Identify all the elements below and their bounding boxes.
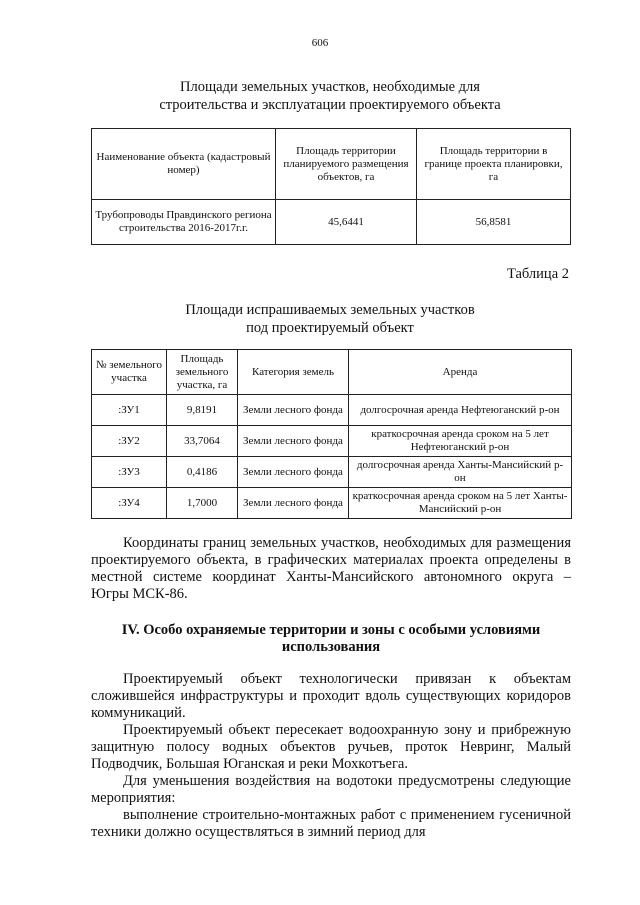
table2-cell-category: Земли лесного фонда [238,426,349,457]
table2-cell-area: 1,7000 [167,488,238,519]
table2-cell-lease: долгосрочная аренда Нефтеюганский р-он [349,395,572,426]
coordinates-paragraph: Координаты границ земельных участков, необходимых для размещения проектируемого объекта, в графических материалах проекта определены в местной системе координат Ханты-Мансийского автономного округа – Югры МСК-86. [91,535,571,602]
table-row [92,488,572,519]
table2-header-category: Категория земель [238,350,349,395]
table2-cell-lease: краткосрочная аренда сроком на 5 лет Ханты-Мансийский р-он [349,488,572,519]
table2-cell-category: Земли лесного фонда [238,488,349,519]
table2-cell-area: 0,4186 [167,457,238,488]
body-paragraph: Проектируемый объект технологически привязан к объектам сложившейся инфраструктуры и проходит вдоль существующих коридоров коммуникаций. [91,671,571,721]
table-row [92,395,572,426]
table1-header-planned-area: Площадь территории планируемого размещения объектов, га [276,129,417,200]
table2-cell-lease: краткосрочная аренда сроком на 5 лет Нефтеюганский р-он [349,426,572,457]
table1-cell-planned-area: 45,6441 [276,200,417,245]
table1-header-plan-area: Площадь территории в границе проекта планировки, га [417,129,571,200]
body-paragraph: выполнение строительно-монтажных работ с применением гусеничной техники должно осуществляться в зимний период для [91,807,571,840]
table-row [92,457,572,488]
table1-header-name: Наименование объекта (кадастровый номер) [92,129,276,200]
table2-header-number: № земельного участка [92,350,167,395]
table2-title-line: Площади испрашиваемых земельных участков [185,302,475,318]
requested-land-table [91,349,572,519]
table2-cell-lease: долгосрочная аренда Ханты-Мансийский р-он [349,457,572,488]
table2-cell-number: :ЗУ3 [92,457,167,488]
table2-cell-category: Земли лесного фонда [238,395,349,426]
body-paragraph: Проектируемый объект пересекает водоохранную зону и прибрежную защитную полосу водных объектов ручьев, проток Невринг, Малый Подводчик, Большая Юганская и реки Мохкотъега. [91,722,571,772]
table-row [92,426,572,457]
table2-cell-number: :ЗУ4 [92,488,167,519]
table2-title-line: под проектируемый объект [246,320,414,336]
page-number: 606 [311,37,329,49]
table2-header-area: Площадь земельного участка, га [167,350,238,395]
table2-cell-area: 33,7064 [167,426,238,457]
body-paragraph: Для уменьшения воздействия на водотоки предусмотрены следующие мероприятия: [91,773,571,806]
table1-title-line: строительства и эксплуатации проектируемого объекта [159,97,501,113]
table2-cell-area: 9,8191 [167,395,238,426]
table2-header-lease: Аренда [349,350,572,395]
table2-cell-number: :ЗУ1 [92,395,167,426]
table2-cell-number: :ЗУ2 [92,426,167,457]
table2-caption: Таблица 2 [506,266,569,282]
table1-cell-object: Трубопроводы Правдинского региона строительства 2016-2017г.г. [92,200,276,245]
table1-title [90,78,570,114]
land-area-table [91,128,571,245]
table2-title [90,301,570,337]
section-heading: IV. Особо охраняемые территории и зоны с особыми условиями использования [121,622,541,655]
table2-cell-category: Земли лесного фонда [238,457,349,488]
table1-title-line: Площади земельных участков, необходимые для [180,79,480,95]
table1-cell-plan-area: 56,8581 [417,200,571,245]
